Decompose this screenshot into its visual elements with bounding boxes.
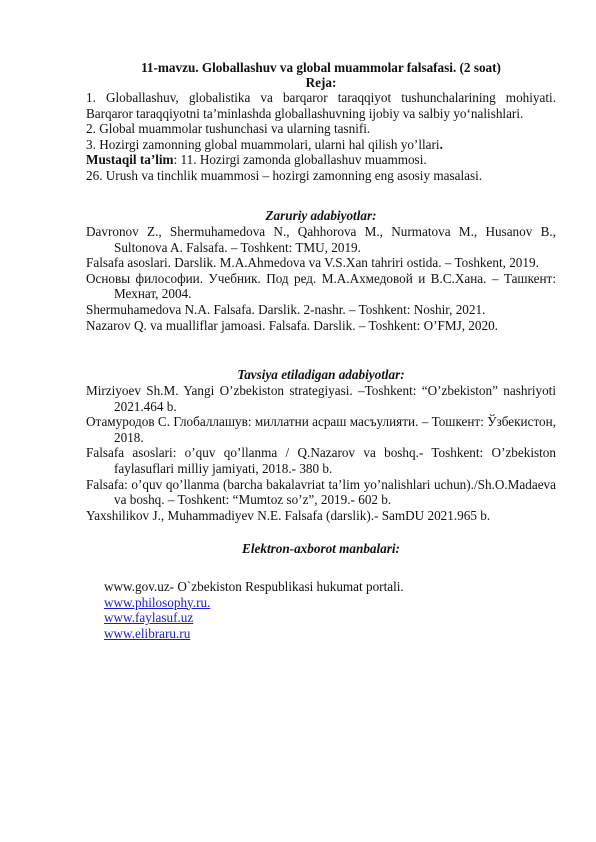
required-ref-2: Falsafa asoslari. Darslik. M.A.Ahmedova va V.S.Xan tahriri ostida. – Toshkent, 2019. xyxy=(86,255,539,271)
plan-item-1: 1. Globallashuv, globalistika va barqaror taraqqiyot tushunchalarining mohiyati. xyxy=(86,90,556,105)
link-faylasuf[interactable]: www.faylasuf.uz xyxy=(104,610,194,626)
required-ref-5: Nazarov Q. va mualliflar jamoasi. Falsafa. Darslik. – Toshkent: O’FMJ, 2020. xyxy=(86,317,498,333)
required-ref-3: Основы философии. Учебник. Под ред. М.А.Ахмедовой и В.С.Хана. – Ташкент: Мехнат, 2004. xyxy=(86,270,556,302)
electronic-sources-list xyxy=(104,579,404,641)
plan-item-3-text: 3. Hozirgi zamonning global muammolari, ularni hal qilish yo’llari xyxy=(86,136,440,152)
recommended-literature-list xyxy=(86,383,556,523)
plan-list xyxy=(86,90,556,184)
independent-study xyxy=(86,152,556,168)
required-literature-list xyxy=(86,224,556,333)
plan-item-3 xyxy=(86,137,556,153)
gov-portal-text: www.gov.uz- O`zbekiston Respublikasi hukumat portali. xyxy=(104,579,404,594)
independent-study-text: : 11. Hozirgi zamonda globallashuv muammosi. xyxy=(173,152,427,168)
required-literature-heading: Zaruriy adabiyotlar: xyxy=(265,208,377,223)
recommended-ref-3: Falsafa asoslari: o’quv qo’llanma / Q.Nazarov va boshq.- Toshkent: O’zbekiston faylasuflari milliy jamiyati, 2018.- 380 b. xyxy=(86,445,556,476)
link-elibraru[interactable]: www.elibraru.ru xyxy=(104,625,191,641)
recommended-ref-4: Falsafa: o’quv qo’llanma (barcha bakalavriat ta’lim yo’nalishlari uchun)./Sh.O.Madaeva va boshq. – Toshkent: “Mumtoz so’z”, 2019.- 602 b. xyxy=(86,476,556,508)
recommended-ref-1: Mirziyoev Sh.M. Yangi O’zbekiston strategiyasi. –Toshkent: “O’zbekiston” nashriyoti 2021.464 b. xyxy=(86,383,556,414)
recommended-ref-2: Отамуродов С. Глобаллашув: миллатни асраш масъулияти. – Тошкент: Ўзбекистон, 2018. xyxy=(86,414,556,445)
plan-item-3-period: . xyxy=(439,136,443,152)
recommended-literature-heading: Tavsiya etiladigan adabiyotlar: xyxy=(237,367,405,382)
required-ref-4: Shermuhamedova N.A. Falsafa. Darslik. 2-nashr. – Toshkent: Noshir, 2021. xyxy=(86,301,486,317)
page-title: 11-mavzu. Globallashuv va global muammolar falsafasi. (2 soat) xyxy=(141,60,501,75)
required-ref-1: Davronov Z., Shermuhamedova N., Qahhorova M., Nurmatova M., Husanov B., Sultonova A. Falsafa. – Toshkent: TMU, 2019. xyxy=(86,224,556,255)
plan-heading: Reja: xyxy=(305,75,337,90)
link-philosophy[interactable]: www.philosophy.ru. xyxy=(104,594,211,610)
plan-item-1-continued: Barqaror taraqqiyotni ta’minlashda globallashuvning ijobiy va salbiy yo‘nalishlari. xyxy=(86,105,524,121)
independent-study-label: Mustaqil ta’lim xyxy=(86,152,174,168)
plan-item-26: 26. Urush va tinchlik muammosi – hozirgi zamonning eng asosiy masalasi. xyxy=(86,167,483,183)
plan-item-2: 2. Global muammolar tushunchasi va ularning tasnifi. xyxy=(86,121,371,137)
electronic-sources-heading: Elektron-axborot manbalari: xyxy=(242,541,400,556)
recommended-ref-5: Yaxshilikov J., Muhammadiyev N.E. Falsafa (darslik).- SamDU 2021.965 b. xyxy=(86,507,491,523)
